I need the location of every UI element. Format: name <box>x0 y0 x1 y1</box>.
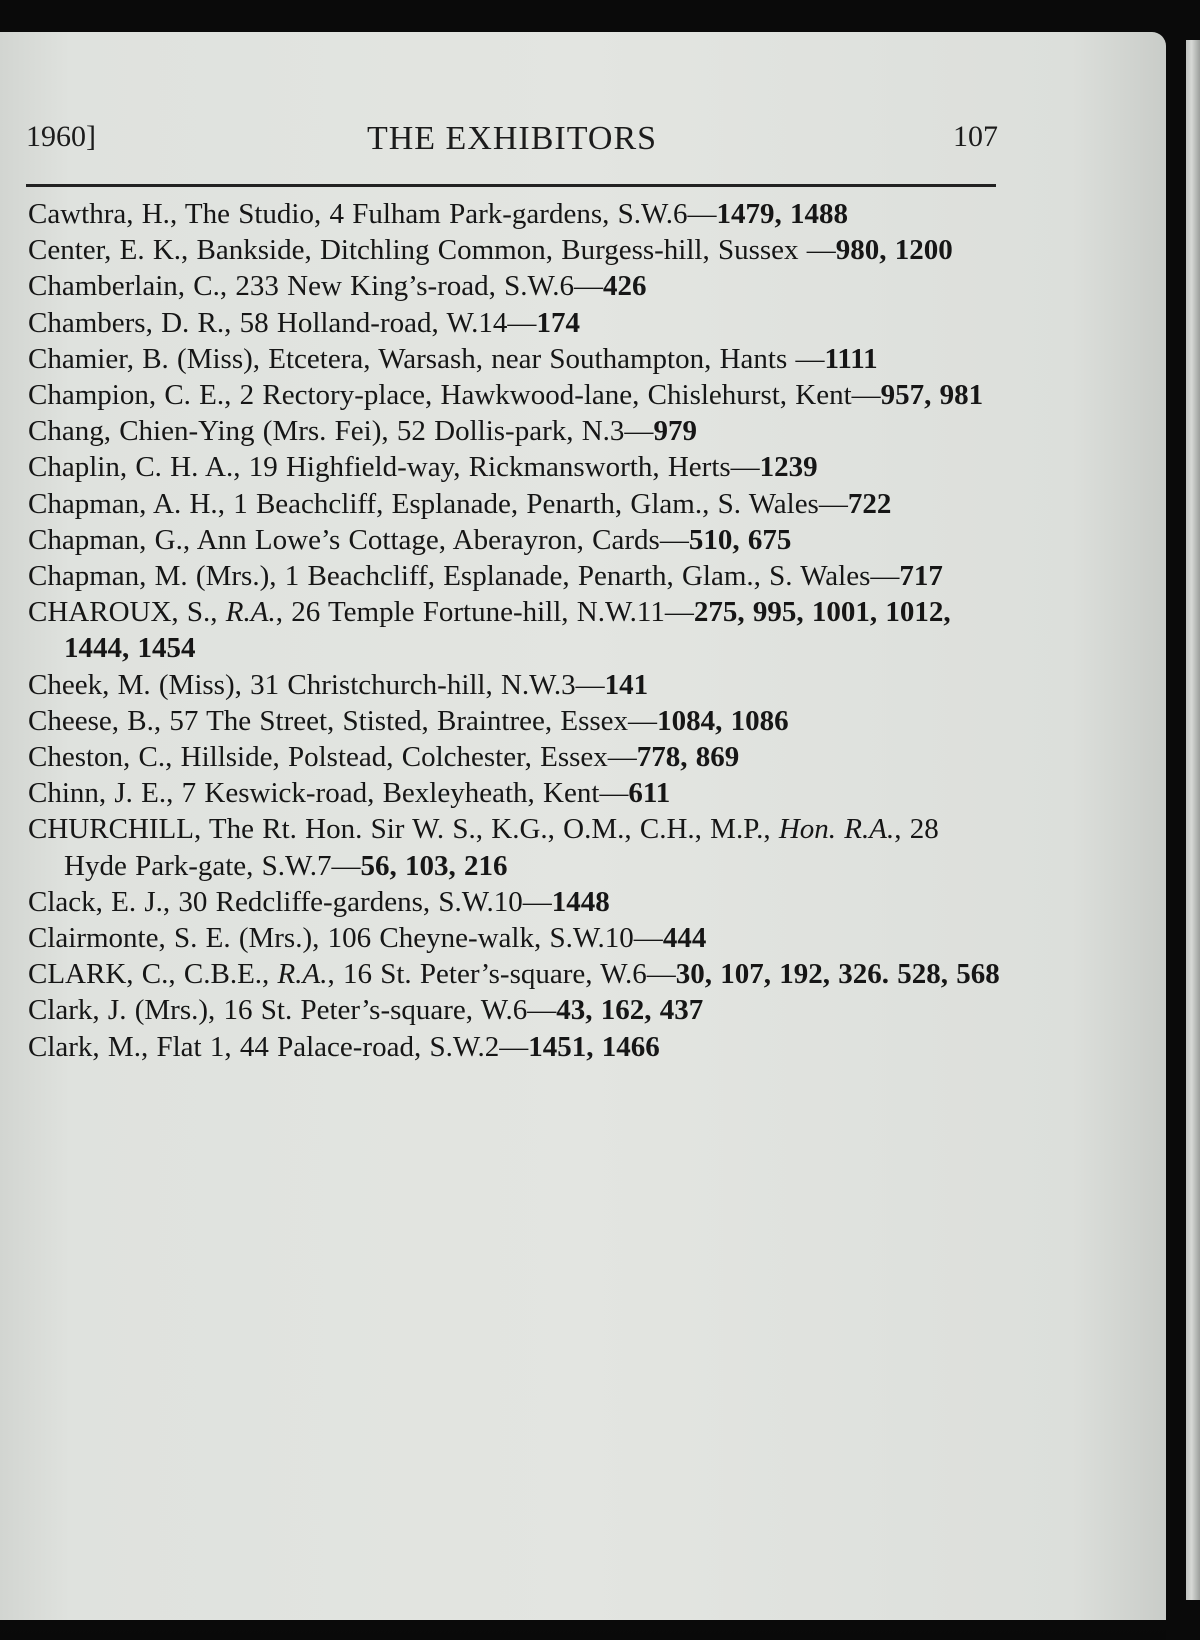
exhibitor-name: CLARK, C., C.B.E. <box>28 958 263 991</box>
exhibit-numbers: 444 <box>662 922 707 955</box>
exhibitor-entry <box>28 739 1008 775</box>
exhibitor-name: CHAROUX, S. <box>28 596 211 629</box>
exhibitor-entry <box>28 558 1008 594</box>
exhibitor-name: Clark, J. (Mrs.) <box>28 994 209 1027</box>
exhibitor-address: , 16 St. Peter’s-square, W.6— <box>208 994 557 1027</box>
exhibit-numbers: 1239 <box>759 451 818 484</box>
exhibitor-entry <box>28 992 1008 1028</box>
exhibitor-name: Chapman, A. H. <box>28 487 218 520</box>
exhibitor-address: , 106 Cheyne-walk, S.W.10— <box>312 922 663 955</box>
exhibit-numbers: 426 <box>603 270 647 303</box>
exhibitor-list <box>28 196 1008 1065</box>
exhibitor-address: , Hillside, Polstead, Colchester, Essex— <box>165 741 637 774</box>
exhibitor-name: Chinn, J. E. <box>28 777 167 810</box>
page-number: 107 <box>953 120 998 153</box>
exhibitor-name: Cheston, C. <box>28 741 166 774</box>
exhibit-numbers: 56, 103, 216 <box>360 849 508 882</box>
exhibitor-entry: CHURCHILL, The Rt. Hon. Sir W. S., K.G., O.M., C.H., M.P., Hon. R.A., 28 Hyde Park-gate, S.W.7—56, 103, 216 <box>28 813 939 882</box>
exhibit-numbers: 1448 <box>551 885 610 918</box>
exhibitor-address: , 16 St. Peter’s-square, W.6— <box>327 958 676 991</box>
exhibitor-entry <box>28 268 1008 304</box>
exhibitor-entry <box>28 884 1008 920</box>
exhibitor-address: , 1 Beachcliff, Esplanade, Penarth, Glam., S. Wales— <box>269 560 900 593</box>
exhibitor-entry <box>28 341 1008 377</box>
exhibitor-name: Cawthra, H. <box>28 198 170 230</box>
exhibit-numbers: 1111 <box>824 342 878 375</box>
exhibitor-name: Chamier, B. (Miss) <box>28 342 253 375</box>
exhibit-numbers: 141 <box>604 668 649 701</box>
exhibitor-name: Clark, M. <box>28 1030 141 1063</box>
page-bottom-shadow <box>0 1622 1166 1640</box>
exhibitor-entry <box>28 449 1008 485</box>
exhibitor-address: , Etcetera, Warsash, near Southampton, Hants — <box>252 342 825 375</box>
exhibitor-name: Chang, Chien-Ying (Mrs. Fei) <box>28 415 382 448</box>
exhibitor-entry <box>28 775 1008 811</box>
exhibitor-entry <box>28 1029 1008 1065</box>
exhibitor-name: Chamberlain, C. <box>28 270 220 303</box>
exhibitor-entry: CHAROUX, S., R.A., 26 Temple Fortune-hill, N.W.11—275, 995, 1001, 1012, 1444, 1454 <box>28 596 951 665</box>
exhibitor-address: , 2 Rectory-place, Hawkwood-lane, Chislehurst, Kent— <box>224 379 881 412</box>
exhibitor-entry <box>28 522 1008 558</box>
exhibit-numbers: 957, 981 <box>880 379 984 412</box>
header-rule <box>26 184 996 187</box>
exhibit-numbers: 722 <box>847 487 892 520</box>
exhibitor-entry <box>28 305 1008 341</box>
exhibit-numbers: 1084, 1086 <box>657 704 789 737</box>
exhibitor-entry <box>28 196 1008 232</box>
exhibitor-name: Cheek, M. (Miss) <box>28 668 235 701</box>
exhibitor-address: , 28 Hyde Park-gate, S.W.7— <box>64 813 939 882</box>
exhibit-numbers: 174 <box>536 306 580 339</box>
exhibitor-name: Chambers, D. R. <box>28 306 225 339</box>
page-edge <box>1186 40 1200 1600</box>
exhibitor-address: , Ann Lowe’s Cottage, Aberayron, Cards— <box>182 523 689 556</box>
exhibitor-entry <box>28 232 1008 268</box>
exhibitor-address: , 233 New King’s-road, S.W.6— <box>219 270 604 303</box>
exhibitor-name: Clack, E. J. <box>28 885 163 918</box>
exhibit-numbers: 510, 675 <box>688 523 792 556</box>
exhibit-numbers: 611 <box>628 777 671 810</box>
exhibitor-name: Champion, C. E. <box>28 379 225 412</box>
exhibitor-address: , 26 Temple Fortune-hill, N.W.11— <box>275 596 694 629</box>
exhibit-numbers: 30, 107, 192, 326. 528, 568 <box>675 958 1000 991</box>
exhibit-numbers: 43, 162, 437 <box>556 994 704 1027</box>
exhibitor-name: Cheese, B. <box>28 704 154 737</box>
exhibitor-address: , 31 Christchurch-hill, N.W.3— <box>234 668 605 701</box>
exhibitor-name: CHURCHILL, The Rt. Hon. Sir W. S., K.G., O.M., C.H., M.P. <box>28 813 764 846</box>
exhibitor-entry <box>28 667 1008 703</box>
exhibitor-address: , 19 Highfield-way, Rickmansworth, Herts— <box>233 451 760 484</box>
exhibit-numbers: 778, 869 <box>636 741 740 774</box>
exhibitor-name: Clairmonte, S. E. (Mrs.) <box>28 922 313 955</box>
running-head-title: THE EXHIBITORS <box>366 120 658 157</box>
exhibitor-address: , Flat 1, 44 Palace-road, S.W.2— <box>140 1030 529 1063</box>
exhibitor-address: , 7 Keswick-road, Bexleyheath, Kent— <box>166 777 629 810</box>
exhibitor-name: Chapman, G. <box>28 523 183 556</box>
exhibitor-entry <box>28 920 1008 956</box>
exhibitor-entry <box>28 486 1008 522</box>
running-head-year: 1960] <box>26 120 96 153</box>
exhibitor-address: , 52 Dollis-park, N.3— <box>381 415 654 448</box>
exhibitor-name: Chaplin, C. H. A. <box>28 451 234 484</box>
exhibitor-entry <box>28 377 1008 413</box>
exhibitor-address: , 1 Beachcliff, Esplanade, Penarth, Glam., S. Wales— <box>217 487 848 520</box>
exhibitor-address: , 58 Holland-road, W.14— <box>224 306 537 339</box>
exhibit-numbers: 980, 1200 <box>835 234 953 267</box>
exhibit-numbers: 1451, 1466 <box>528 1030 660 1063</box>
exhibitor-title: R.A. <box>225 596 276 629</box>
exhibitor-address: , Bankside, Ditchling Common, Burgess-hill, Sussex — <box>181 234 836 267</box>
exhibit-numbers: 1479, 1488 <box>716 198 848 230</box>
exhibitor-name: Chapman, M. (Mrs.) <box>28 560 270 593</box>
exhibitor-address: , The Studio, 4 Fulham Park-gardens, S.W.6— <box>169 198 717 230</box>
exhibitor-address: , 30 Redcliffe-gardens, S.W.10— <box>162 885 552 918</box>
exhibit-numbers: 275, 995, 1001, 1012, 1444, 1454 <box>64 596 951 665</box>
exhibitor-name: Center, E. K. <box>28 234 182 267</box>
exhibitor-entry: CLARK, C., C.B.E., R.A., 16 St. Peter’s-square, W.6—30, 107, 192, 326. 528, 568 <box>28 958 1000 991</box>
exhibit-numbers: 979 <box>653 415 697 448</box>
exhibitor-entry <box>28 413 1008 449</box>
running-head <box>26 120 998 168</box>
exhibitor-title: Hon. R.A. <box>778 813 895 846</box>
exhibitor-address: , 57 The Street, Stisted, Braintree, Essex— <box>153 704 658 737</box>
exhibit-numbers: 717 <box>899 560 943 593</box>
exhibitor-entry <box>28 703 1008 739</box>
exhibitor-title: R.A. <box>277 958 328 991</box>
